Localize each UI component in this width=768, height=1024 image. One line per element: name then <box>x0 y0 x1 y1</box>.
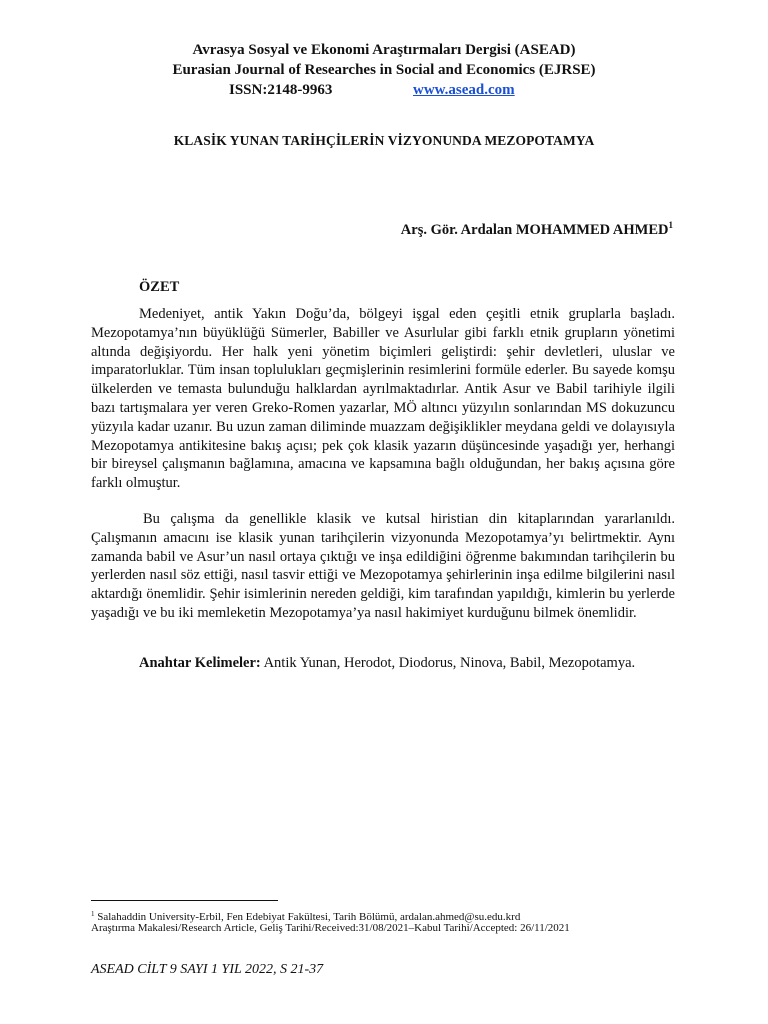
abstract-paragraph-1: Medeniyet, antik Yakın Doğu’da, bölgeyi işgal eden çeşitli etnik gruplarla başladı. Mezopotamya’nın büyüklüğü Sümerler, Babiller ve Asurlular gibi farklı etnik grupların yönetimi altında değişiyordu. Her halk yeni yönetim biçimleri geliştirdi: şehir devletleri, uluslar ve imparatorluklar. Tüm insan toplulukları geçmişlerinin resimlerini formüle ederler. Bu sayede komşu ülkelerden ve temasta bulunduğu halklardan ayrılmaktadırlar. Antik Asur ve Babil tarihiyle ilgili bazı tartışmalara yer veren Greko-Romen yazarlar, MÖ altıncı yüzyılın sonlarından MS dokuzuncu yüzyıla kadar uzanır. Bu uzun zaman diliminde muazzam değişiklikler meydana geldi ve dolayısıyla Mezopotamya antikitesine bakış açısı; pek çok klasik yazarın düşüncesinde yaşadığı yer, herhangi bir bireysel çalışmanın bağlamına, amacına ve kapsamına bağlı olduğundan, her bakış açısına göre farklı olmuştur. <box>91 306 675 492</box>
author-line <box>401 220 673 239</box>
journal-title-turkish: Avrasya Sosyal ve Ekonomi Araştırmaları Dergisi (ASEAD) <box>192 42 576 58</box>
footnote-article-info: Araştırma Makalesi/Research Article, Geliş Tarihi/Received:31/08/2021–Kabul Tarihi/Accepted: 26/11/2021 <box>91 922 570 934</box>
page-footer-citation: ASEAD CİLT 9 SAYI 1 YIL 2022, S 21-37 <box>91 962 324 977</box>
abstract-heading: ÖZET <box>139 279 180 295</box>
footnote-divider <box>91 900 278 901</box>
author-name: Arş. Gör. Ardalan MOHAMMED AHMED <box>400 222 669 238</box>
keywords-label: Anahtar Kelimeler: <box>139 655 261 671</box>
issn-line <box>0 80 768 100</box>
journal-website-link[interactable]: www.asead.com <box>413 82 515 98</box>
footnote-mark: 1 <box>91 910 95 918</box>
abstract-paragraph-2: Bu çalışma da genellikle klasik ve kutsal hiristian din kitaplarından yararlanıldı. Çalışmanın amacını ise klasik yunan tarihçilerin vizyonunda Mezopotamya’yı belirtmektir. Aynı zamanda babil ve Asur’un nasıl ortaya çıktığı ve inşa edildiğini öğrenme bakımından tarihçilerin bu yerlerden nasıl söz ettiği, nasıl tasvir ettiği ve Mezopotamya şehirlerinin inşa edilme bilgilerini nasıl aktardığı önemlidir. Şehir isimlerinin nereden geldiği, kim tarafından yapıldığı, kimlerin bu yerlerde yaşadığı ve bu iki memleketin Mezopotamya’ya nasıl hakimiyet kurduğunu bilmek önemlidir. <box>91 511 675 621</box>
journal-title-english: Eurasian Journal of Researches in Social and Economics (EJRSE) <box>172 62 596 78</box>
article-title: KLASİK YUNAN TARİHÇİLERİN VİZYONUNDA MEZOPOTAMYA <box>173 133 595 148</box>
keywords-line <box>139 654 679 673</box>
keywords-list: Antik Yunan, Herodot, Diodorus, Ninova, Babil, Mezopotamya. <box>263 655 636 671</box>
author-footnote-mark[interactable]: 1 <box>668 220 673 230</box>
journal-header <box>0 40 768 100</box>
footnote-affiliation-text: Salahaddin University-Erbil, Fen Edebiyat Fakültesi, Tarih Bölümü, ardalan.ahmed@su.edu.krd <box>97 911 521 923</box>
issn-number: ISSN:2148-9963 <box>229 82 333 98</box>
